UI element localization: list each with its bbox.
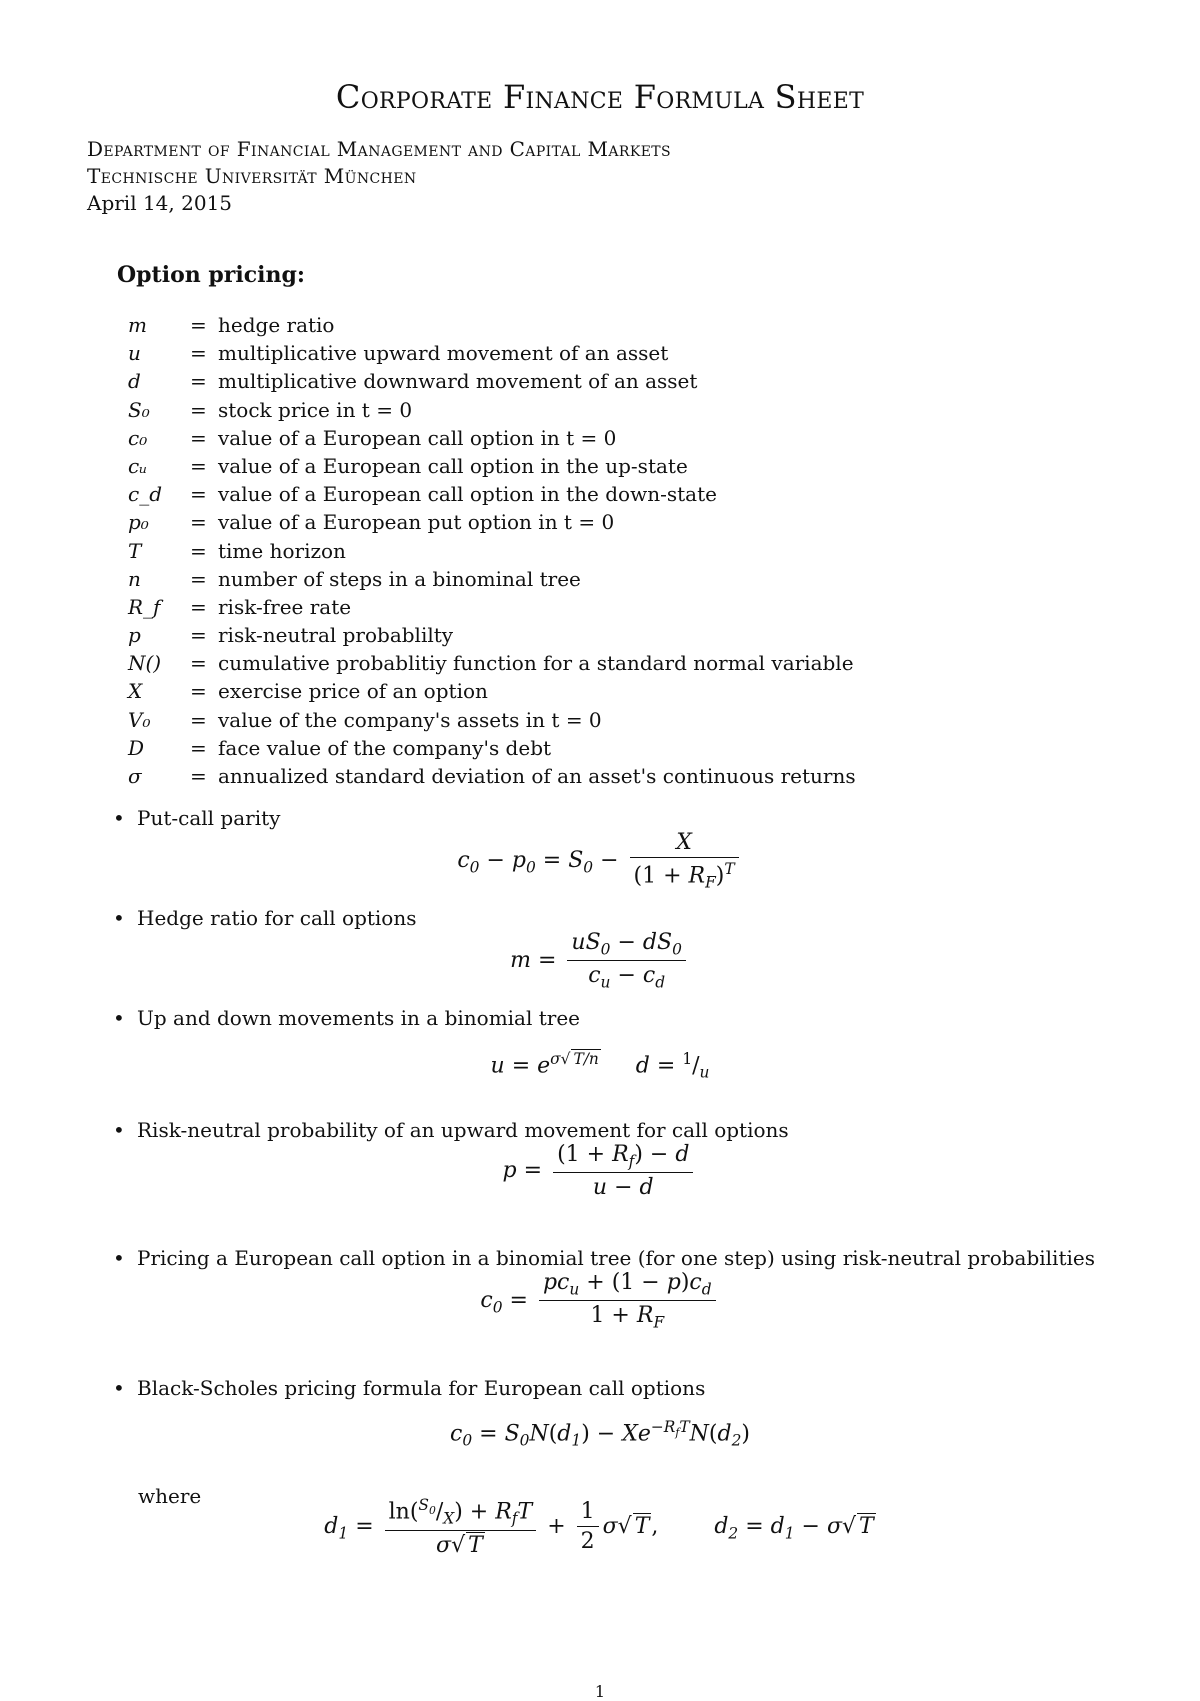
bullet-label: Risk-neutral probability of an upward movement for call options [137, 1118, 789, 1142]
equals-sign: = [190, 679, 207, 704]
definition-row [128, 537, 1128, 565]
bullet-hedge-ratio [113, 906, 417, 930]
definition-row [128, 367, 1128, 395]
where-label: where [138, 1484, 202, 1508]
equals-sign: = [190, 313, 207, 337]
equals-sign: = [190, 566, 207, 591]
definition-text: value of a European call option in the up-state [218, 453, 688, 478]
definition-text: hedge ratio [218, 313, 335, 337]
bullet-icon: • [113, 906, 125, 930]
equals-sign: = [190, 538, 207, 563]
definition-row [128, 396, 1128, 424]
bullet-icon: • [113, 1246, 125, 1270]
definition-text: value of a European call option in the down-state [218, 482, 717, 507]
definition-text: face value of the company's debt [218, 735, 552, 760]
definition-symbol: R_f [128, 594, 161, 619]
definition-row [128, 706, 1128, 734]
definition-text: value of a European put option in t = 0 [218, 510, 615, 535]
formula-risk-neutral-probability: p = $\frac{(1 + R_f) - d}{u - d}$ [0, 1142, 1200, 1200]
formula-d1-d2: $d_1$ = $\frac{\ln(^{S_0}/_X) + R_fT}{\sigma√ T}$ + $\frac{1}{2}$ σ√ T, $d_2 = d_1 - \sigma√$ T [324, 1496, 874, 1558]
formula-black-scholes: $c_0 = S_0N(d_1) - Xe^{-R_fT}N(d_2)$ [450, 1418, 750, 1450]
bullet-risk-neutral-probability [113, 1118, 789, 1142]
equals-sign: = [190, 482, 207, 507]
definition-symbol: T [128, 538, 142, 563]
equals-sign: = [190, 594, 207, 619]
formula-put-call-parity: $c_0 - p_0 = S_0$ − $\frac{X}{(1 + R_F)^T}$ [0, 830, 1200, 892]
bullet-black-scholes [113, 1376, 705, 1400]
definition-symbol: m [128, 313, 147, 337]
definition-text: annualized standard deviation of an asset's continuous returns [218, 764, 856, 788]
bullet-label: Pricing a European call option in a binomial tree (for one step) using risk-neutral probabilities [137, 1246, 1095, 1270]
definition-text: multiplicative upward movement of an asset [218, 341, 669, 366]
definition-symbol: p [128, 623, 141, 648]
definition-text: value of a European call option in t = 0 [218, 425, 617, 450]
definition-symbol: c_d [128, 482, 163, 507]
bullet-icon: • [113, 1376, 125, 1400]
definition-row [128, 480, 1128, 508]
date-line: April 14, 2015 [87, 191, 233, 215]
definition-row [128, 734, 1128, 762]
equals-sign: = [190, 707, 207, 732]
equals-sign: = [190, 651, 207, 676]
definition-symbol: n [128, 566, 141, 591]
equals-sign: = [190, 623, 207, 648]
definition-row [128, 677, 1128, 705]
definition-symbol: p₀ [128, 510, 149, 535]
bullet-icon: • [113, 1006, 125, 1030]
university-line: Technische Universität München [87, 164, 417, 188]
definition-text: exercise price of an option [218, 679, 488, 704]
definition-symbol: u [128, 341, 141, 366]
definition-row [128, 621, 1128, 649]
definition-symbol: cᵤ [128, 453, 148, 478]
definition-symbol: D [128, 735, 145, 760]
bullet-label: Up and down movements in a binomial tree [137, 1006, 581, 1030]
formula-hedge-ratio: m = $\frac{uS_0 - dS_0}{c_u - c_d}$ [0, 930, 1200, 992]
definition-text: stock price in t = 0 [218, 397, 413, 422]
department-line: Department of Financial Management and Capital Markets [87, 137, 672, 161]
equals-sign: = [190, 510, 207, 535]
definition-symbol: X [128, 679, 143, 704]
page-number: 1 [594, 1682, 606, 1701]
definition-symbol: d [128, 369, 141, 394]
definition-symbol: S₀ [128, 397, 150, 422]
bullet-put-call-parity [113, 806, 280, 830]
definition-text: risk-neutral probablilty [218, 623, 454, 648]
equals-sign: = [190, 369, 207, 394]
definition-row [128, 762, 1128, 790]
definition-text: number of steps in a binominal tree [218, 566, 581, 591]
bullet-icon: • [113, 1118, 125, 1142]
formula-binomial-pricing: $c_0$ = $\frac{pc_u + (1 - p)c_d}{1 + R_F}$ [0, 1270, 1200, 1332]
bullet-label: Black-Scholes pricing formula for European call options [137, 1376, 706, 1400]
definitions-list [128, 311, 1128, 790]
definition-row [128, 565, 1128, 593]
bullet-icon: • [113, 806, 125, 830]
definition-symbol: V₀ [128, 707, 151, 732]
formula-up-down-movements: $u = e^{\sigma√ T/n}$ $d = ^1/_u$ [490, 1050, 710, 1082]
definition-text: risk-free rate [218, 594, 352, 619]
bullet-label: Put-call parity [137, 806, 281, 830]
equals-sign: = [190, 341, 207, 366]
definition-text: time horizon [218, 538, 346, 563]
definition-text: multiplicative downward movement of an asset [218, 369, 698, 394]
bullet-up-down-movements [113, 1006, 580, 1030]
definition-symbol: N() [128, 651, 162, 676]
definition-row [128, 508, 1128, 536]
bullet-binomial-pricing [113, 1246, 1095, 1270]
definition-row [128, 452, 1128, 480]
bullet-label: Hedge ratio for call options [137, 906, 417, 930]
definition-row [128, 311, 1128, 339]
equals-sign: = [190, 764, 207, 788]
definition-row [128, 339, 1128, 367]
definition-row [128, 424, 1128, 452]
equals-sign: = [190, 735, 207, 760]
section-title: Option pricing: [117, 262, 305, 288]
definition-text: value of the company's assets in t = 0 [218, 707, 602, 732]
equals-sign: = [190, 425, 207, 450]
definition-row [128, 593, 1128, 621]
equals-sign: = [190, 453, 207, 478]
definition-row [128, 649, 1128, 677]
definition-symbol: c₀ [128, 425, 148, 450]
page-title: Corporate Finance Formula Sheet [335, 78, 865, 116]
definition-symbol: σ [128, 764, 142, 788]
equals-sign: = [190, 397, 207, 422]
definition-text: cumulative probablitiy function for a standard normal variable [218, 651, 854, 676]
